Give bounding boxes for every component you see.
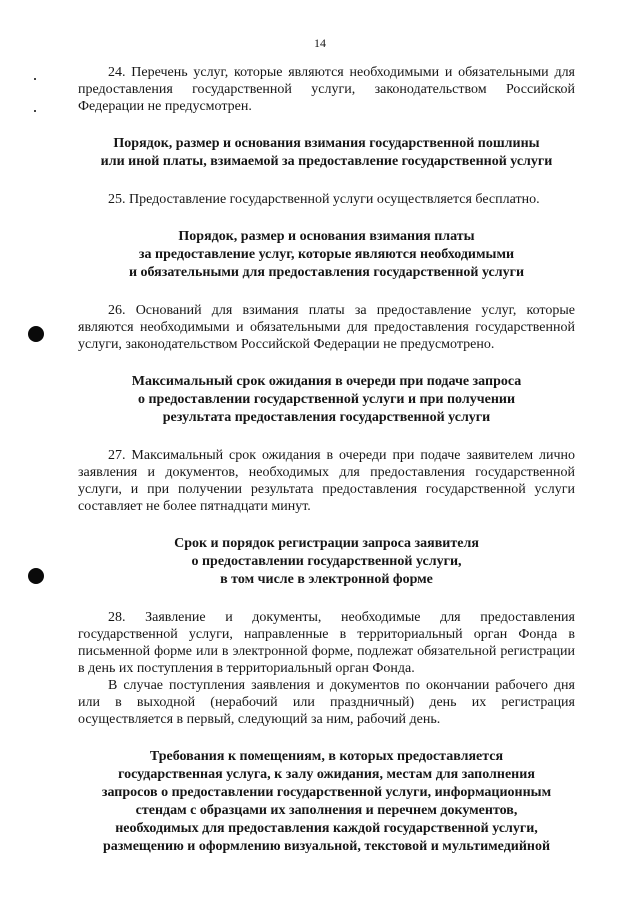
heading-line: Требования к помещениям, в которых предоставляется (149, 749, 504, 764)
heading-line: запросов о предоставлении государственной услуги, информационным (101, 785, 552, 800)
heading-line: о предоставлении государственной услуги, (191, 554, 462, 569)
heading-line: в том числе в электронной форме (220, 572, 433, 587)
paragraph-27: 27. Максимальный срок ожидания в очереди при подаче заявителем лично заявления и документов, необходимых для предоставления государственной услуги, и при получении результата предоставления государственной услуги составляет не более пятнадцати минут. (78, 448, 575, 514)
heading-line: за предоставление услуг, которые являются необходимыми (138, 247, 515, 262)
section-heading-queue-time (78, 373, 575, 427)
heading-line: или иной платы, взимаемой за предоставление государственной услуги (100, 154, 553, 169)
section-heading-fee-for-services (78, 228, 575, 282)
heading-line: государственная услуга, к залу ожидания, местам для заполнения (118, 767, 535, 782)
section-heading-premises-requirements (78, 748, 575, 856)
scan-speck (34, 110, 36, 112)
heading-line: Максимальный срок ожидания в очереди при подаче запроса (131, 374, 522, 389)
page-number: 14 (314, 36, 326, 50)
paragraph-25: 25. Предоставление государственной услуги осуществляется бесплатно. (108, 192, 540, 207)
document-body (78, 64, 575, 856)
scan-speck (34, 78, 36, 80)
heading-line: результата предоставления государственной услуги (162, 410, 491, 425)
punch-hole-mark (28, 568, 44, 584)
heading-line: о предоставлении государственной услуги и при получении (137, 392, 516, 407)
heading-line: Порядок, размер и основания взимания платы (178, 229, 475, 244)
heading-line: необходимых для предоставления каждой государственной услуги, (115, 821, 538, 836)
paragraph-28: 28. Заявление и документы, необходимые для предоставления государственной услуги, направленные в территориальный орган Фонда в письменной форме или в электронной форме, подлежат обязательной регистрации в день их поступления в территориальный орган Фонда. (78, 610, 575, 676)
punch-hole-mark (28, 326, 44, 342)
paragraph-24: 24. Перечень услуг, которые являются необходимыми и обязательными для предоставления государственной услуги, законодательством Российской Федерации не предусмотрен. (78, 65, 575, 114)
section-heading-registration (78, 535, 575, 589)
heading-line: стендам с образцами их заполнения и перечнем документов, (135, 803, 518, 818)
heading-line: размещению и оформлению визуальной, текстовой и мультимедийной (102, 839, 551, 854)
paragraph-28-continued: В случае поступления заявления и документов по окончании рабочего дня или в выходной (нерабочий или праздничный) день их регистрация осуществляется в первый, следующий за ним, рабочий день. (78, 678, 575, 727)
paragraph-26: 26. Оснований для взимания платы за предоставление услуг, которые являются необходимыми и обязательными для предоставления государственной услуги, законодательством Российской Федерации не предусмотрено. (78, 303, 575, 352)
heading-line: Срок и порядок регистрации запроса заявителя (174, 536, 479, 551)
section-heading-state-fee (78, 135, 575, 171)
heading-line: Порядок, размер и основания взимания государственной пошлины (113, 136, 540, 151)
heading-line: и обязательными для предоставления государственной услуги (128, 265, 525, 280)
